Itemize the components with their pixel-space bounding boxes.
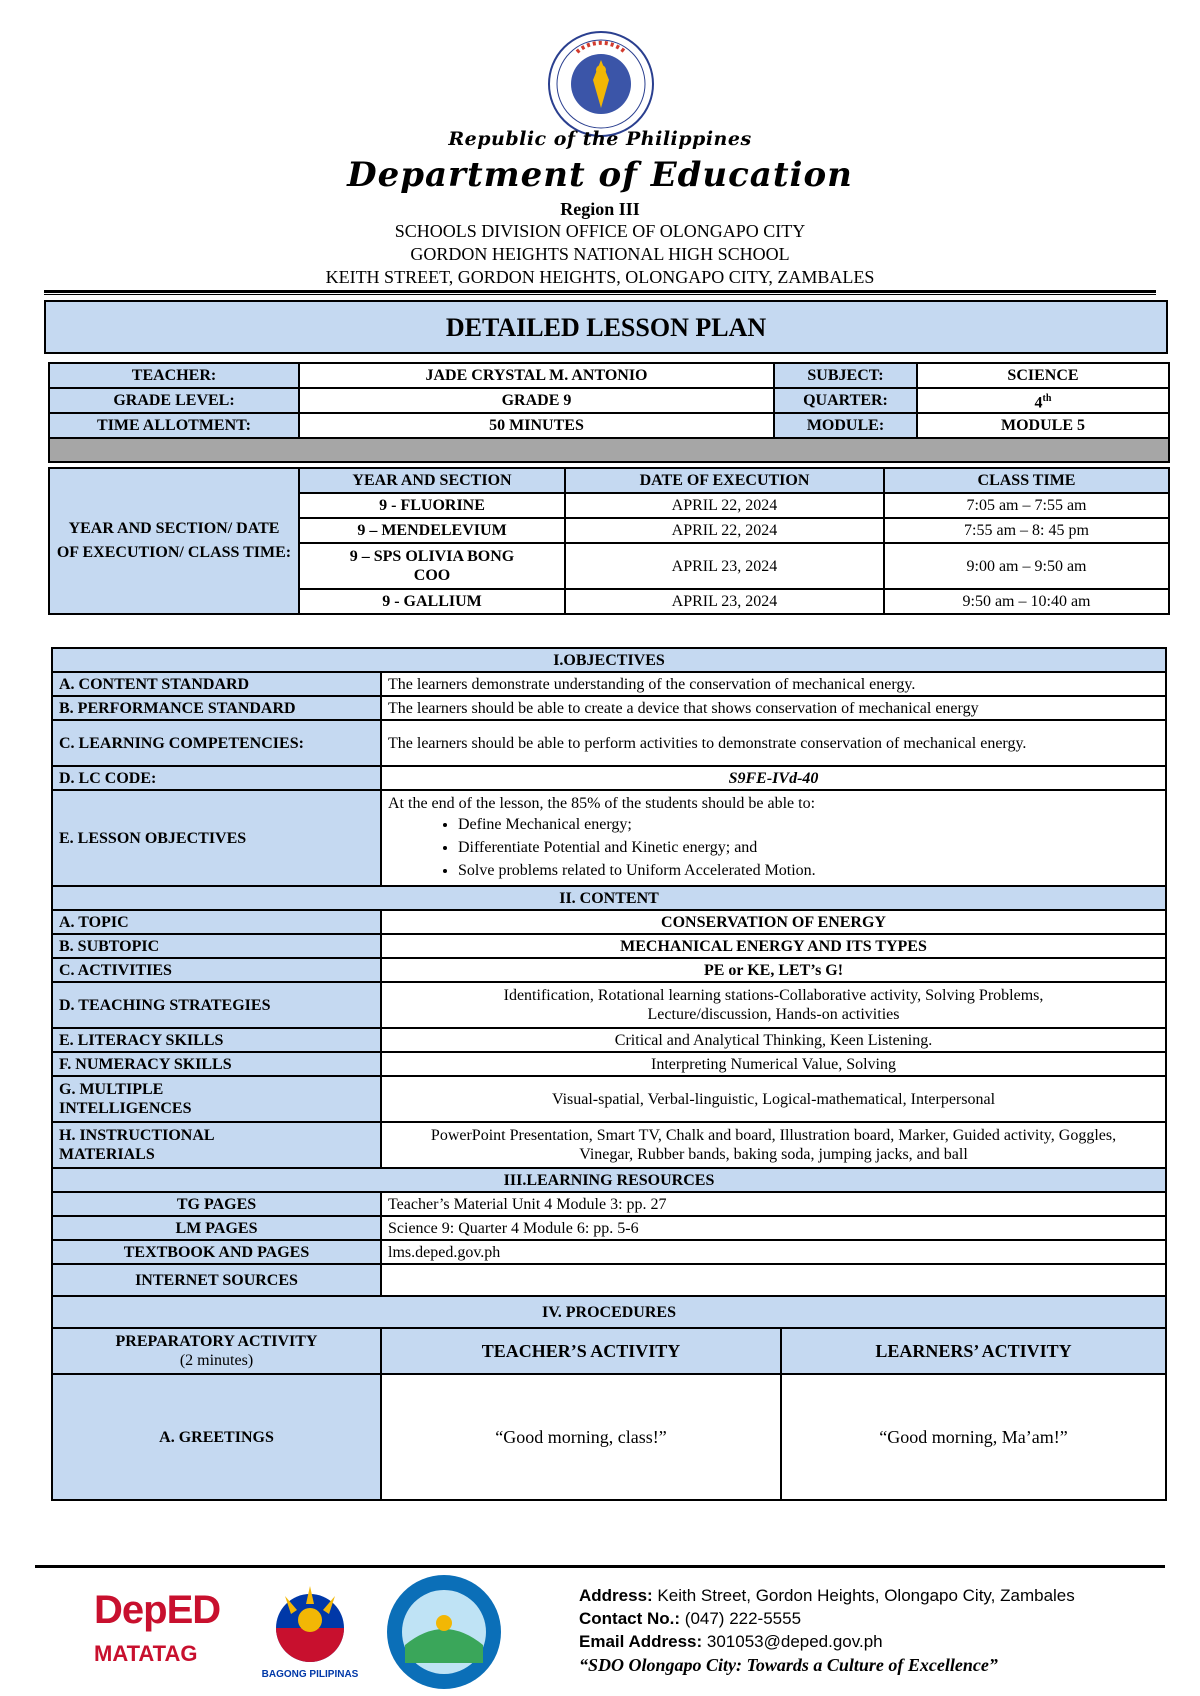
resources-heading: III.LEARNING RESOURCES — [52, 1168, 1166, 1192]
materials-value: PowerPoint Presentation, Smart TV, Chalk and board, Illustration board, Marker, Guided activity, Goggles, Vinegar, Rubber bands, baking soda, jumping jacks, and ball — [381, 1122, 1166, 1168]
performance-standard-label: B. PERFORMANCE STANDARD — [52, 696, 381, 720]
address-line: KEITH STREET, GORDON HEIGHTS, OLONGAPO CITY, ZAMBALES — [325, 267, 875, 287]
sched-time: 7:55 am – 8: 45 pm — [884, 518, 1169, 543]
footer-contact — [579, 1609, 801, 1629]
lesson-objectives-label: E. LESSON OBJECTIVES — [52, 790, 381, 886]
footer-address — [579, 1586, 1075, 1606]
sched-header-time: CLASS TIME — [884, 468, 1169, 493]
footer-contact-value: (047) 222-5555 — [684, 1609, 802, 1628]
teacher-label: TEACHER: — [49, 363, 299, 388]
quarter-suffix: th — [1042, 393, 1052, 404]
sched-section: 9 - FLUORINE — [299, 493, 565, 518]
footer-email — [579, 1632, 883, 1652]
content-heading: II. CONTENT — [52, 886, 1166, 910]
lesson-objectives-value — [381, 790, 1166, 886]
subtopic-label: B. SUBTOPIC — [52, 934, 381, 958]
materials-label: H. INSTRUCTIONAL MATERIALS — [52, 1122, 381, 1168]
divider-row — [49, 438, 1169, 462]
subject-value: SCIENCE — [917, 363, 1169, 388]
time-label: TIME ALLOTMENT: — [49, 413, 299, 438]
bagong-pilipinas-emblem-icon — [255, 1580, 365, 1664]
republic-line: Republic of the Philippines — [448, 128, 752, 150]
subject-label: SUBJECT: — [774, 363, 917, 388]
lesson-plan-title — [44, 300, 1168, 354]
literacy-label: E. LITERACY SKILLS — [52, 1028, 381, 1052]
teacher-activity-header: TEACHER’S ACTIVITY — [381, 1328, 781, 1374]
teacher-greeting: “Good morning, class!” — [381, 1374, 781, 1500]
bagong-pilipinas-logo — [255, 1580, 365, 1680]
list-item: • Solve problems related to Uniform Accelerated Motion. — [458, 859, 1159, 882]
lesson-objectives-intro: At the end of the lesson, the 85% of the students should be able to: — [388, 795, 816, 812]
footer-motto: “SDO Olongapo City: Towards a Culture of Excellence” — [579, 1655, 998, 1675]
strategies-label: D. TEACHING STRATEGIES — [52, 982, 381, 1028]
grade-label: GRADE LEVEL: — [49, 388, 299, 413]
deped-matatag-logo — [94, 1588, 222, 1680]
topic-label: A. TOPIC — [52, 910, 381, 934]
page-title: DETAILED LESSON PLAN — [45, 301, 1167, 353]
sched-time: 7:05 am – 7:55 am — [884, 493, 1169, 518]
tg-value: Teacher’s Material Unit 4 Module 3: pp. 27 — [381, 1192, 1166, 1216]
footer-contact-label: Contact No.: — [579, 1609, 681, 1628]
quarter-number: 4 — [1034, 394, 1043, 412]
info-table — [48, 362, 1170, 463]
footer-address-label: Address: — [579, 1586, 653, 1605]
header-rule — [44, 290, 1156, 293]
grade-value: GRADE 9 — [299, 388, 774, 413]
textbook-label: TEXTBOOK AND PAGES — [52, 1240, 381, 1264]
objectives-heading: I.OBJECTIVES — [52, 648, 1166, 672]
quarter-value — [917, 388, 1169, 413]
sched-section: 9 – MENDELEVIUM — [299, 518, 565, 543]
content-standard-value: The learners demonstrate understanding of the conservation of mechanical energy. — [381, 672, 1166, 696]
subtopic-value: MECHANICAL ENERGY AND ITS TYPES — [381, 934, 1166, 958]
sched-header-section: YEAR AND SECTION — [299, 468, 565, 493]
matatag-logo-text: MATATAG — [94, 1641, 198, 1666]
footer-email-label: Email Address: — [579, 1632, 703, 1651]
lc-code-label: D. LC CODE: — [52, 766, 381, 790]
sched-date: APRIL 23, 2024 — [565, 589, 884, 614]
deped-seal-icon — [547, 30, 655, 138]
strategies-value: Identification, Rotational learning stations-Collaborative activity, Solving Problems, Lecture/discussion, Hands-on activities — [381, 982, 1166, 1028]
deped-logo-text: DepED — [94, 1588, 221, 1632]
school-line: GORDON HEIGHTS NATIONAL HIGH SCHOOL — [410, 244, 790, 264]
literacy-value: Critical and Analytical Thinking, Keen Listening. — [381, 1028, 1166, 1052]
lm-label: LM PAGES — [52, 1216, 381, 1240]
mi-label: G. MULTIPLE INTELLIGENCES — [52, 1076, 381, 1122]
mi-value: Visual-spatial, Verbal-linguistic, Logical-mathematical, Interpersonal — [381, 1076, 1166, 1122]
procedures-heading: IV. PROCEDURES — [52, 1296, 1166, 1328]
topic-value: CONSERVATION OF ENERGY — [381, 910, 1166, 934]
department-name: Department of Education — [347, 155, 853, 195]
prep-activity-time: (2 minutes) — [179, 1352, 254, 1369]
prep-activity-cell — [52, 1328, 381, 1374]
list-item: • Differentiate Potential and Kinetic energy; and — [458, 836, 1159, 859]
time-value: 50 MINUTES — [299, 413, 774, 438]
header-rule-thin — [44, 294, 1156, 295]
schedule-table — [48, 467, 1170, 615]
performance-standard-value: The learners should be able to create a device that shows conservation of mechanical energy — [381, 696, 1166, 720]
learner-greeting: “Good morning, Ma’am!” — [781, 1374, 1166, 1500]
footer-rule — [35, 1565, 1165, 1568]
sched-date: APRIL 22, 2024 — [565, 518, 884, 543]
footer-email-value: 301053@deped.gov.ph — [706, 1632, 883, 1651]
module-value: MODULE 5 — [917, 413, 1169, 438]
internet-label: INTERNET SOURCES — [52, 1264, 381, 1296]
region-line: Region III — [560, 199, 640, 219]
internet-value — [381, 1264, 1166, 1296]
schedule-label: YEAR AND SECTION/ DATE OF EXECUTION/ CLASS TIME: — [49, 468, 299, 614]
sched-section: 9 - GALLIUM — [299, 589, 565, 614]
content-standard-label: A. CONTENT STANDARD — [52, 672, 381, 696]
prep-activity-label: PREPARATORY ACTIVITY — [115, 1333, 318, 1350]
greetings-label: A. GREETINGS — [52, 1374, 381, 1500]
list-item: • Define Mechanical energy; — [458, 813, 1159, 836]
lm-value: Science 9: Quarter 4 Module 6: pp. 5-6 — [381, 1216, 1166, 1240]
teacher-value: JADE CRYSTAL M. ANTONIO — [299, 363, 774, 388]
sched-section: 9 – SPS OLIVIA BONG COO — [299, 543, 565, 589]
division-line: SCHOOLS DIVISION OFFICE OF OLONGAPO CITY — [394, 221, 806, 241]
lesson-table — [51, 647, 1167, 1501]
bagong-pilipinas-text: BAGONG PILIPINAS — [261, 1669, 359, 1680]
module-label: MODULE: — [774, 413, 917, 438]
competencies-label: C. LEARNING COMPETENCIES: — [52, 720, 381, 766]
tg-label: TG PAGES — [52, 1192, 381, 1216]
sched-time: 9:00 am – 9:50 am — [884, 543, 1169, 589]
sched-time: 9:50 am – 10:40 am — [884, 589, 1169, 614]
school-seal-icon — [385, 1573, 503, 1691]
sched-date: APRIL 22, 2024 — [565, 493, 884, 518]
numeracy-value: Interpreting Numerical Value, Solving — [381, 1052, 1166, 1076]
competencies-value: The learners should be able to perform activities to demonstrate conservation of mechanical energy. — [381, 720, 1166, 766]
lc-code-value: S9FE-IVd-40 — [381, 766, 1166, 790]
activities-value: PE or KE, LET’s G! — [381, 958, 1166, 982]
learner-activity-header: LEARNERS’ ACTIVITY — [781, 1328, 1166, 1374]
lesson-objectives-list — [388, 813, 1159, 882]
quarter-label: QUARTER: — [774, 388, 917, 413]
sched-header-date: DATE OF EXECUTION — [565, 468, 884, 493]
numeracy-label: F. NUMERACY SKILLS — [52, 1052, 381, 1076]
textbook-value: lms.deped.gov.ph — [381, 1240, 1166, 1264]
activities-label: C. ACTIVITIES — [52, 958, 381, 982]
sched-date: APRIL 23, 2024 — [565, 543, 884, 589]
footer-address-value: Keith Street, Gordon Heights, Olongapo City, Zambales — [657, 1586, 1075, 1605]
